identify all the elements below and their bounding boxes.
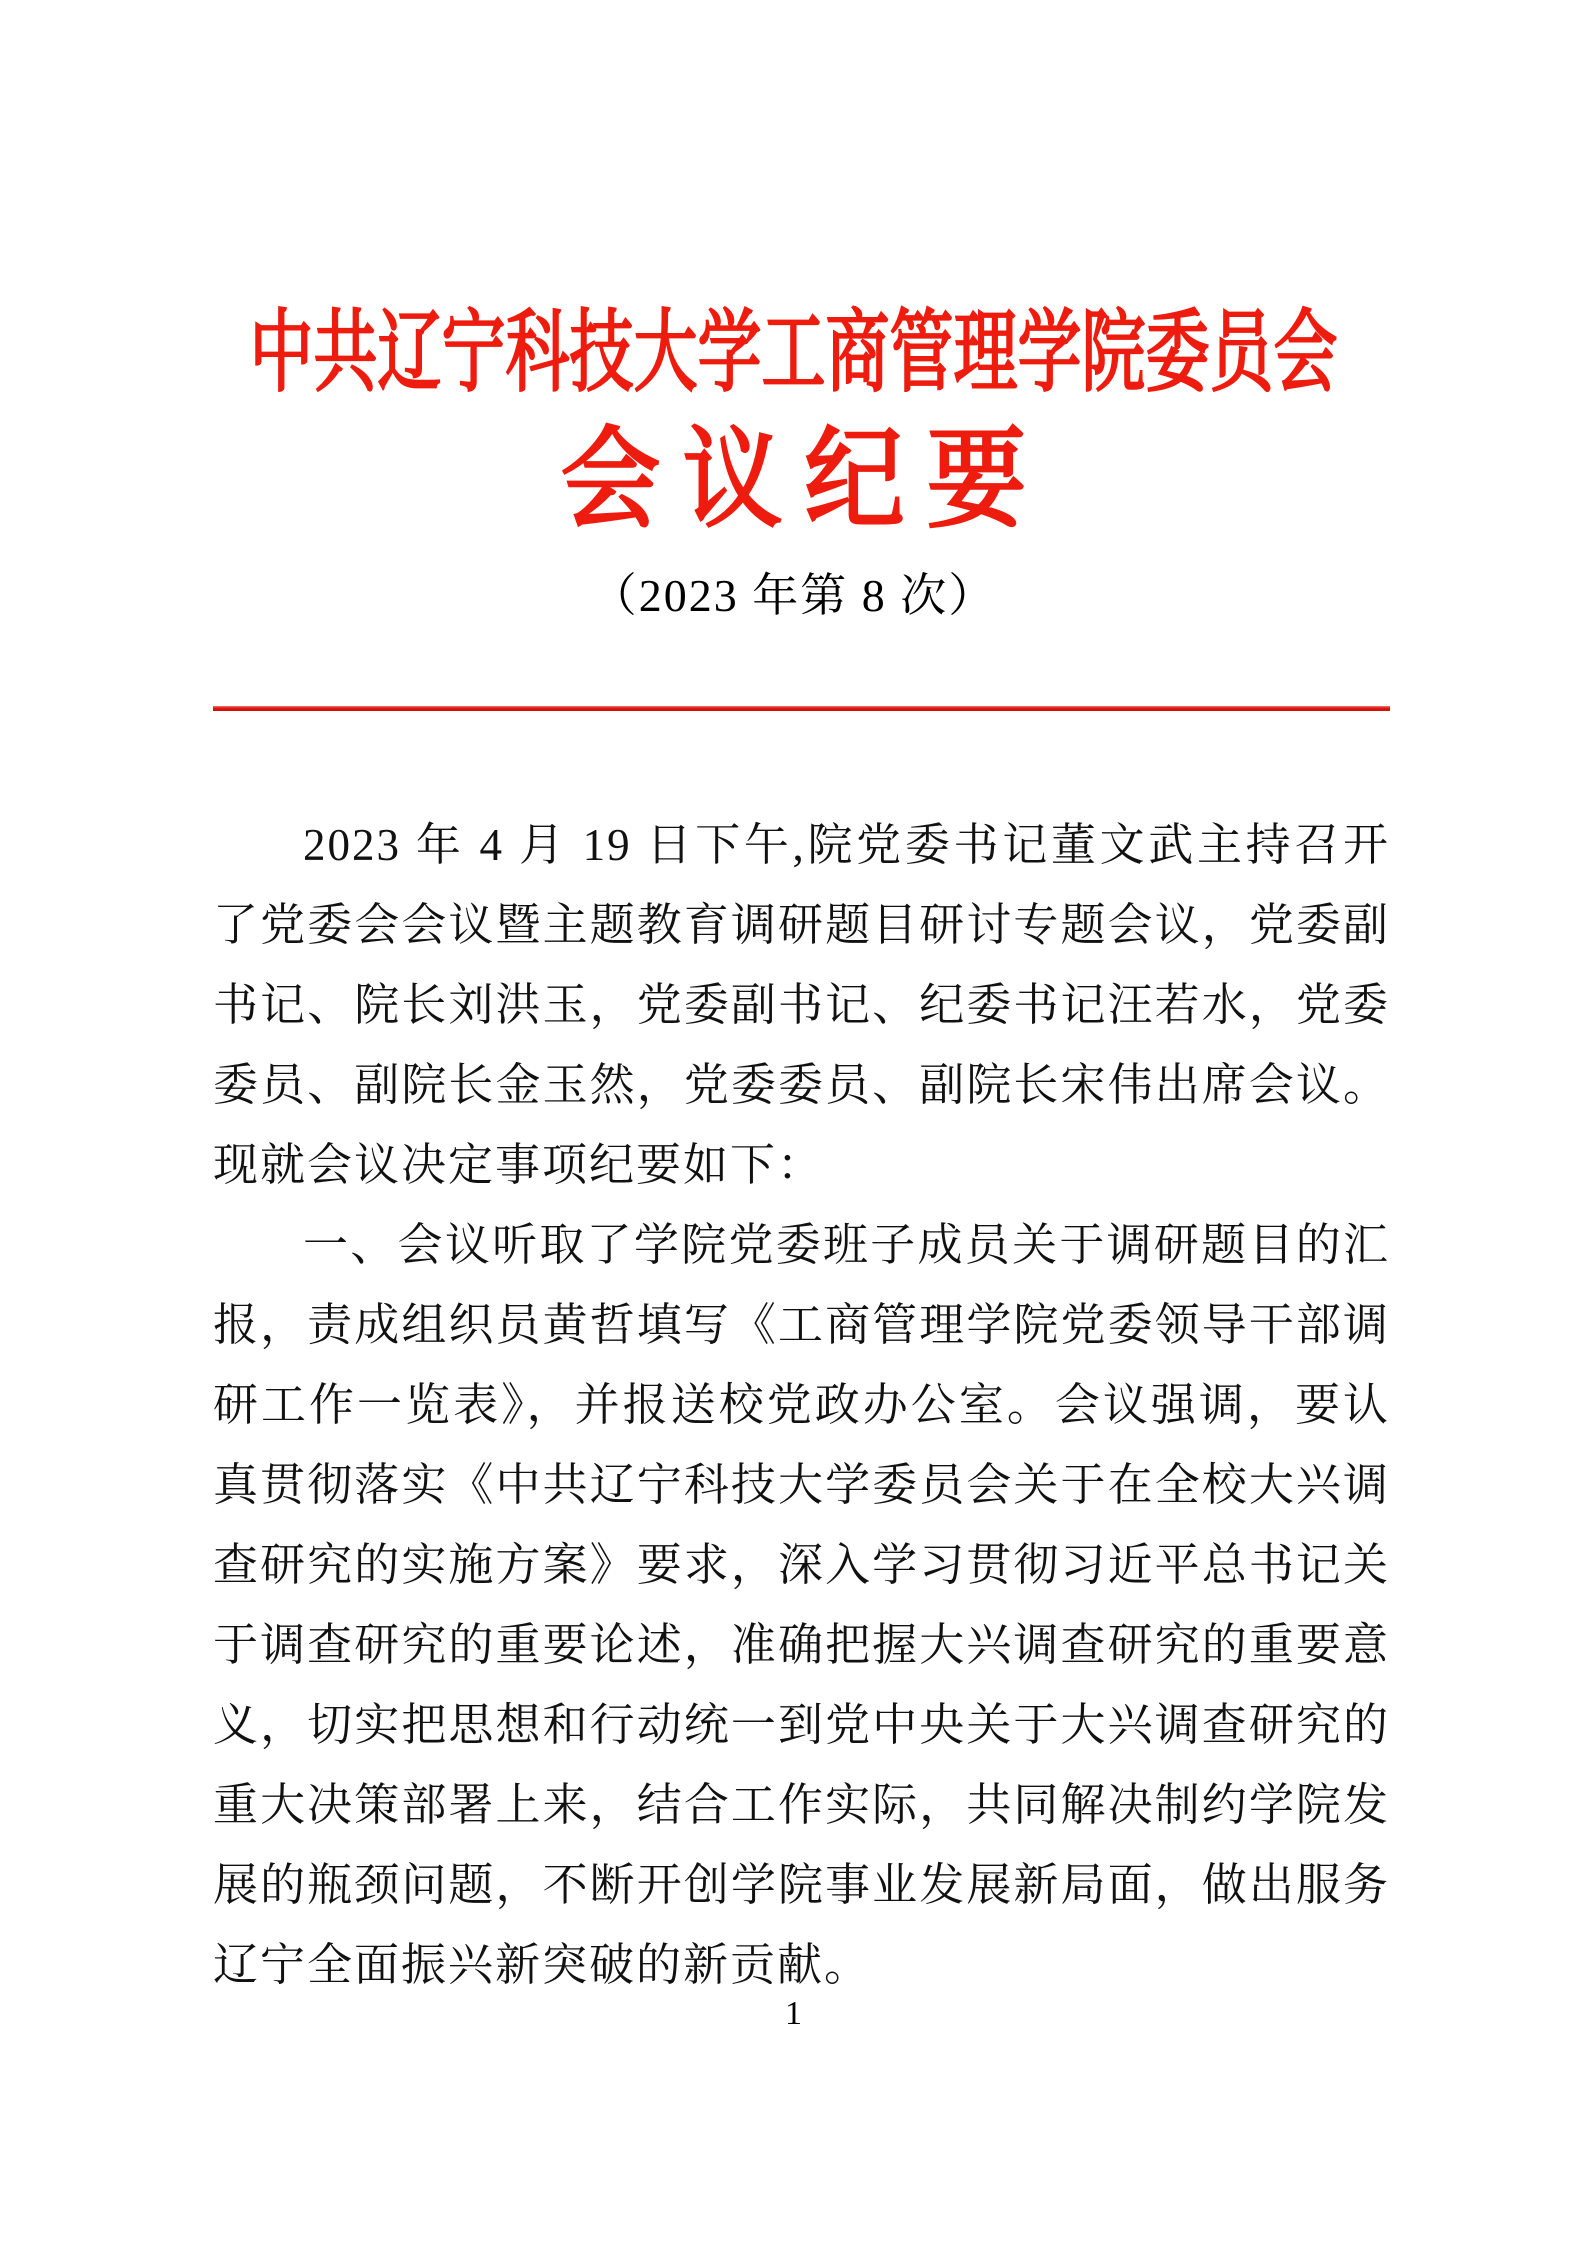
document-subtitle: 会议纪要 [560,418,1049,542]
document-title: 中共辽宁科技大学工商管理学院委员会 [249,301,1338,403]
document-body [213,805,1390,2005]
session-number: （2023 年第 8 次） [590,570,997,621]
red-header-divider [213,706,1390,711]
page-number: 1 [785,1995,802,2032]
body-paragraph-2: 一、会议听取了学院党委班子成员关于调研题目的汇报，责成组织员黄哲填写《工商管理学院党委领导干部调研工作一览表》，并报送校党政办公室。会议强调，要认真贯彻落实《中共辽宁科技大学委员会关于在全校大兴调查研究的实施方案》要求，深入学习贯彻习近平总书记关于调查研究的重要论述，准确把握大兴调查研究的重要意义，切实把思想和行动统一到党中央关于大兴调查研究的重大决策部署上来，结合工作实际，共同解决制约学院发展的瓶颈问题，不断开创学院事业发展新局面，做出服务辽宁全面振兴新突破的新贡献。 [213,1220,1390,1990]
body-paragraph-1: 2023 年 4 月 19 日下午,院党委书记董文武主持召开了党委会会议暨主题教育调研题目研讨专题会议，党委副书记、院长刘洪玉，党委副书记、纪委书记汪若水，党委委员、副院长金玉然，党委委员、副院长宋伟出席会议。现就会议决定事项纪要如下： [213,820,1390,1190]
